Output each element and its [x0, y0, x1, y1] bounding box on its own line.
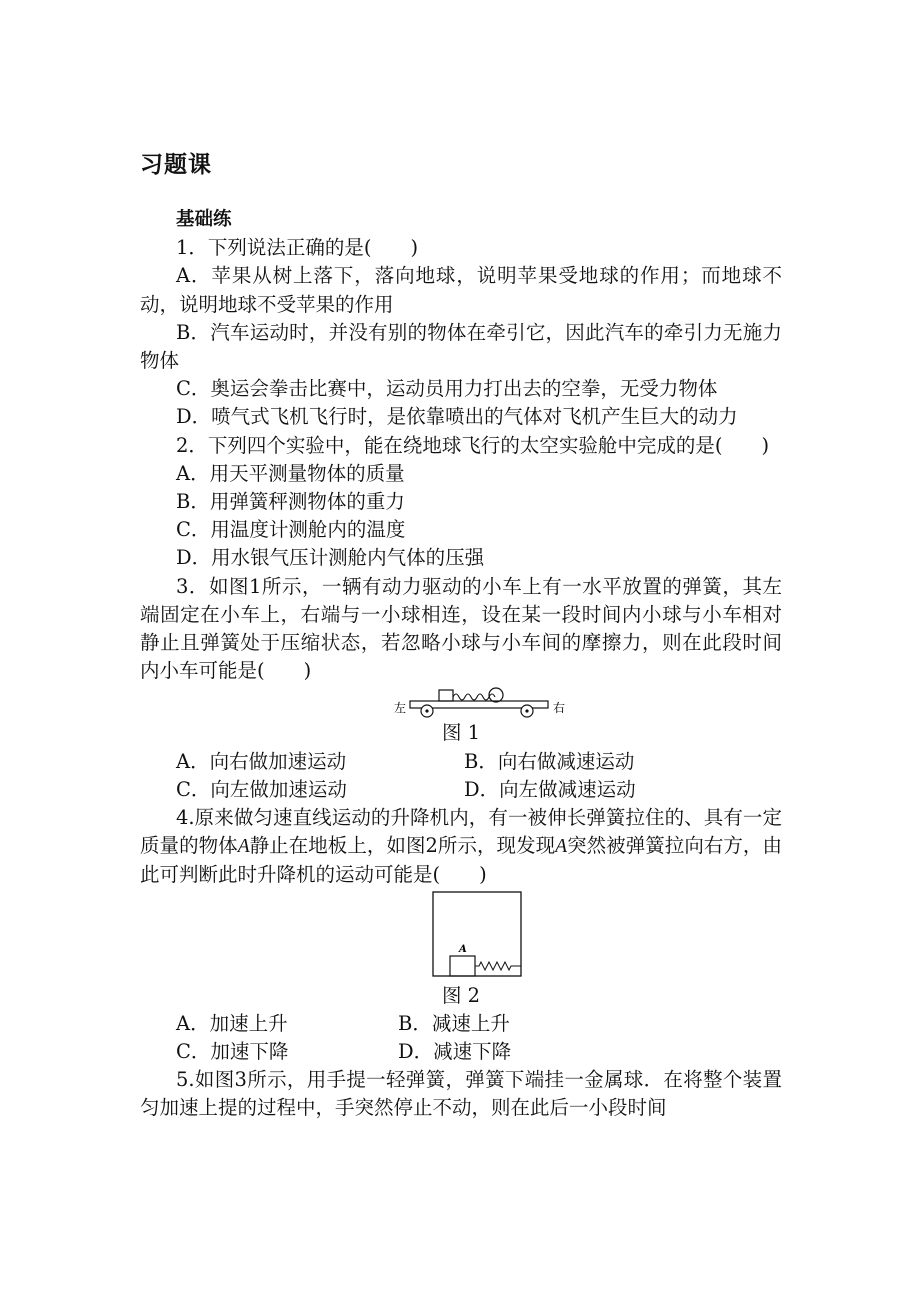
document-body [140, 206, 782, 1123]
q2-option-b: B．用弹簧秤测物体的重力 [176, 490, 405, 514]
q1-option-a: A．苹果从树上落下，落向地球，说明苹果受地球的作用；而地球不动，说明地球不受苹果的作用 [140, 264, 782, 316]
q2-option-c: C．用温度计测舱内的温度 [176, 518, 406, 542]
q4-stem-part-1: 4.原来做匀速直线运动的升降机内，有一被伸长弹簧拉住的、具有一定质量的物体 [140, 806, 782, 858]
q3-option-c: C．向左做加速运动 [176, 777, 347, 801]
q4-var-a-1: A [237, 836, 250, 858]
q1-option-b: B．汽车运动时，并没有别的物体在牵引它，因此汽车的牵引力无施力物体 [140, 320, 782, 373]
q4-option-c: C．加速下降 [176, 1040, 289, 1064]
q2-option-a: A．用天平测量物体的质量 [176, 461, 405, 485]
q4-stem [140, 804, 782, 890]
q3-stem: 3．如图1所示，一辆有动力驱动的小车上有一水平放置的弹簧，其左端固定在小车上，右端与一小球相连，设在某一段时间内小球与小车相对静止且弹簧处于压缩状态，若忽略小球与小车间的摩擦力，则在此段时间内小车可能是( ) [140, 574, 782, 683]
q3-option-d: D．向左做减速运动 [464, 777, 636, 801]
spring [475, 962, 521, 970]
figure-2 [140, 890, 782, 982]
q4-stem-part-3: 突然被弹簧拉向右方，由此可判断此时升降机的运动可能是( ) [140, 834, 782, 887]
block-a [450, 956, 475, 976]
q1-option-d: D．喷气式飞机飞行时，是依靠喷出的气体对飞机产生巨大的动力 [176, 405, 738, 429]
elevator-box [433, 892, 521, 976]
right-wheel-hub [525, 710, 528, 713]
q4-options-row-1 [140, 1010, 782, 1038]
q4-options-row-2 [140, 1038, 782, 1066]
q4-option-b: B．减速上升 [398, 1011, 510, 1035]
left-wheel-hub [425, 710, 428, 713]
q3-options-row-2 [140, 776, 782, 804]
cart-spring-diagram [140, 685, 782, 719]
ball [489, 688, 503, 702]
figure-2-caption: 图 2 [441, 983, 481, 1007]
section-heading: 基础练 [176, 209, 232, 230]
q2-stem: 2．下列四个实验中，能在绕地球飞行的太空实验舱中完成的是( ) [176, 433, 770, 457]
figure-1-right-label: 右 [553, 701, 566, 716]
q5-stem: 5.如图3所示，用手提一轻弹簧，弹簧下端挂一金属球．在将整个装置匀加速上提的过程中，手突然停止不动，则在此后一小段时间 [140, 1068, 782, 1120]
q4-var-a-2: A [555, 836, 568, 858]
elevator-diagram [140, 890, 782, 982]
block-a-label: A [459, 943, 467, 955]
q3-options-row-1 [140, 748, 782, 776]
spring-mount [439, 690, 453, 701]
q3-option-a: A．向右做加速运动 [176, 749, 347, 773]
figure-1 [140, 685, 782, 719]
q1-option-c: C．奥运会拳击比赛中，运动员用力打出去的空拳，无受力物体 [176, 377, 718, 401]
q2-option-d: D．用水银气压计测舱内气体的压强 [176, 546, 485, 570]
q1-stem: 1．下列说法正确的是( ) [176, 236, 419, 260]
figure-1-caption: 图 1 [441, 721, 481, 745]
q4-option-a: A．加速上升 [176, 1011, 288, 1035]
q4-option-d: D．减速下降 [398, 1040, 512, 1064]
q4-stem-part-2: 静止在地板上，如图2所示，现发现 [249, 834, 556, 858]
page-title: 习题课 [140, 152, 212, 178]
q3-option-b: B．向右做减速运动 [464, 749, 635, 773]
figure-1-left-label: 左 [394, 701, 407, 716]
